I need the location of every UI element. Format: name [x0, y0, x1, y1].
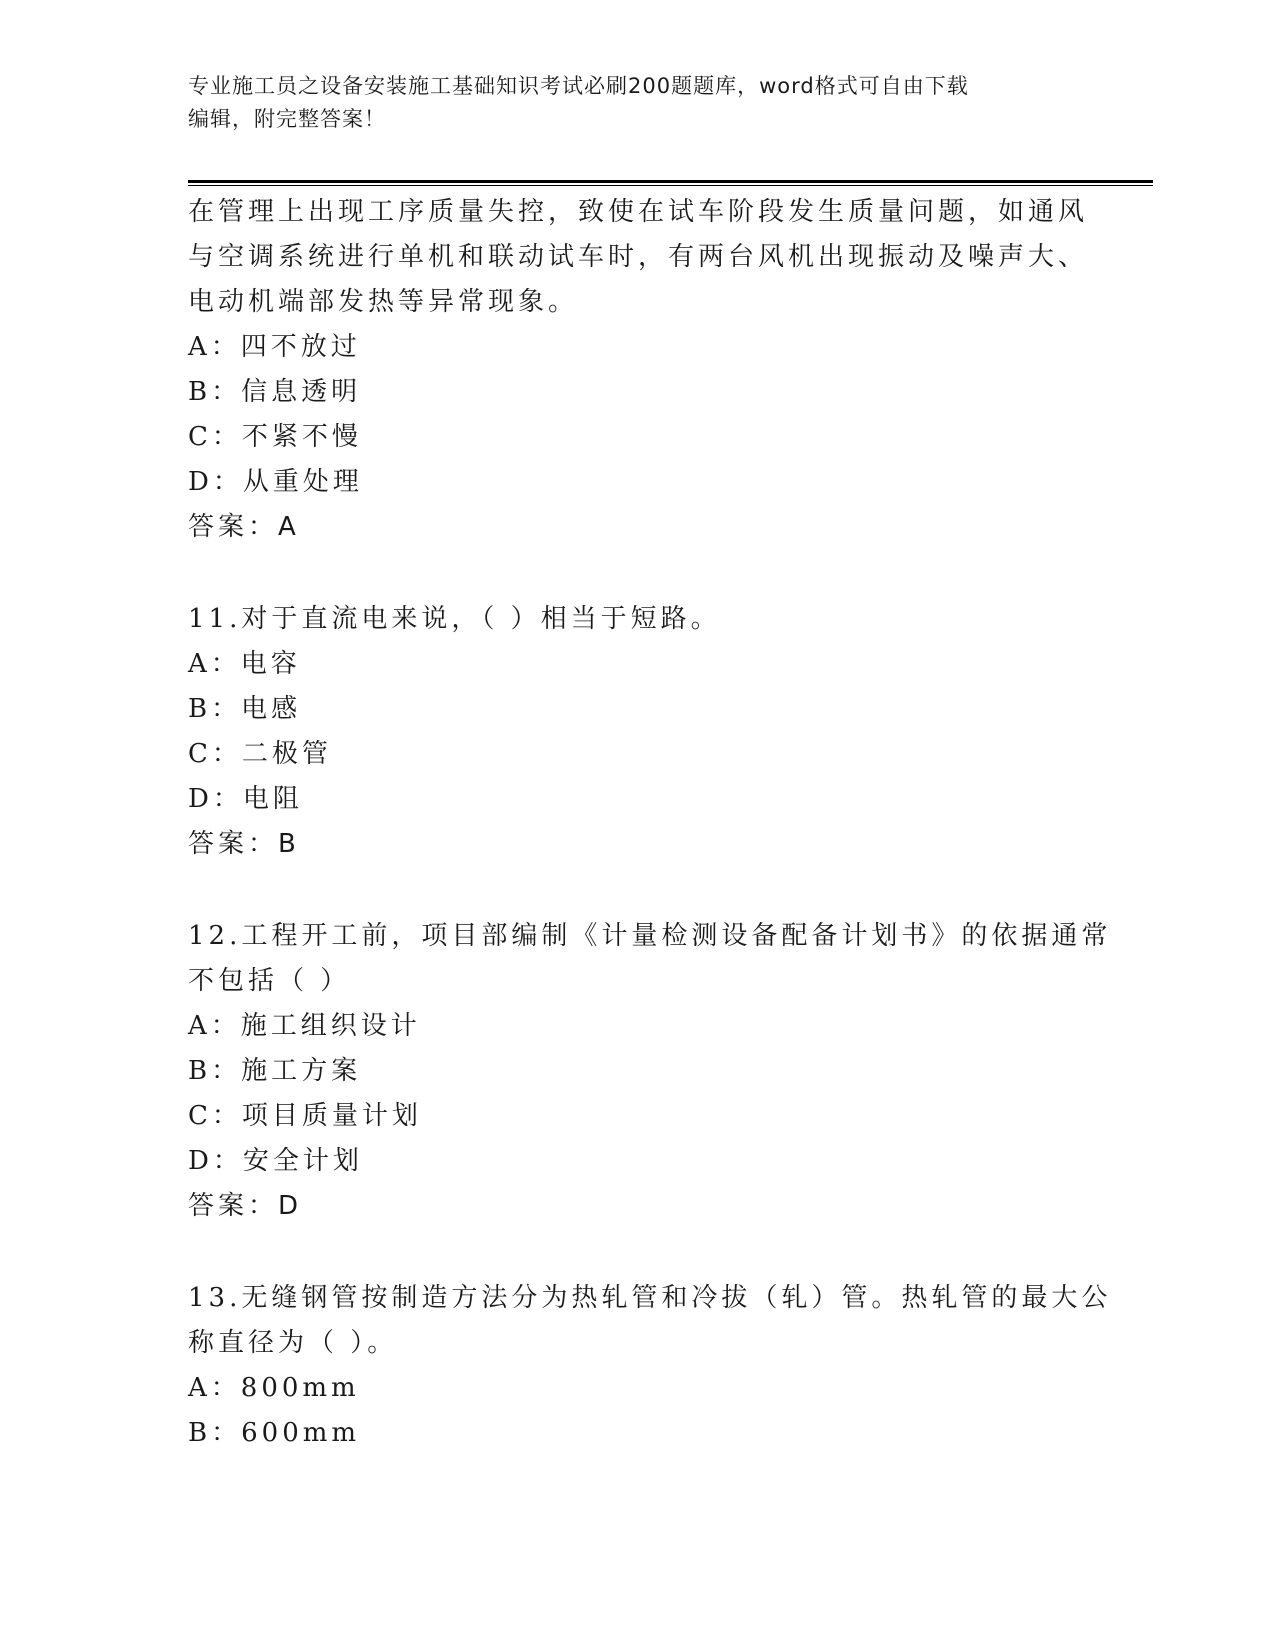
question-text: 12.工程开工前，项目部编制《计量检测设备配备计划书》的依据通常	[188, 921, 1112, 951]
question-block-12	[188, 914, 1112, 1229]
option-a: A：施工组织设计	[188, 1011, 421, 1041]
question-text: 不包括（ ）	[188, 966, 351, 996]
question-block-10	[188, 190, 1089, 550]
answer-line: 答案：B	[188, 829, 300, 859]
option-d: D：电阻	[188, 784, 303, 814]
header-title-line-1: 专业施工员之设备安装施工基础知识考试必刷200题题库，word格式可自由下载	[188, 74, 969, 98]
option-b: B：信息透明	[188, 377, 362, 407]
option-a: A：四不放过	[188, 332, 361, 362]
answer-line: 答案：A	[188, 512, 300, 542]
option-c: C：二极管	[188, 739, 332, 769]
option-d: D：从重处理	[188, 467, 363, 497]
option-b: B：600mm	[188, 1418, 361, 1448]
question-text: 13.无缝钢管按制造方法分为热轧管和冷拔（轧）管。热轧管的最大公	[188, 1283, 1112, 1313]
question-content	[188, 190, 1112, 1456]
question-block-11	[188, 597, 1068, 867]
question-text: 11.对于直流电来说，（ ）相当于短路。	[188, 604, 721, 634]
option-c: C：不紧不慢	[188, 422, 362, 452]
document-header	[188, 70, 1068, 136]
answer-line: 答案：D	[188, 1191, 303, 1221]
header-divider-thick	[188, 180, 1153, 183]
option-c: C：项目质量计划	[188, 1101, 422, 1131]
option-a: A：800mm	[188, 1373, 360, 1403]
option-b: B：电感	[188, 694, 302, 724]
question-text: 称直径为（ ）。	[188, 1328, 398, 1358]
option-d: D：安全计划	[188, 1146, 363, 1176]
header-title-line-2: 编辑，附完整答案！	[188, 107, 386, 131]
option-b: B：施工方案	[188, 1056, 362, 1086]
question-text: 在管理上出现工序质量失控，致使在试车阶段发生质量问题，如通风	[188, 197, 1089, 227]
question-block-13	[188, 1276, 1112, 1456]
header-divider-thin	[188, 185, 1153, 186]
question-text: 电动机端部发热等异常现象。	[188, 287, 579, 317]
question-text: 与空调系统进行单机和联动试车时，有两台风机出现振动及噪声大、	[188, 242, 1089, 272]
option-a: A：电容	[188, 649, 301, 679]
